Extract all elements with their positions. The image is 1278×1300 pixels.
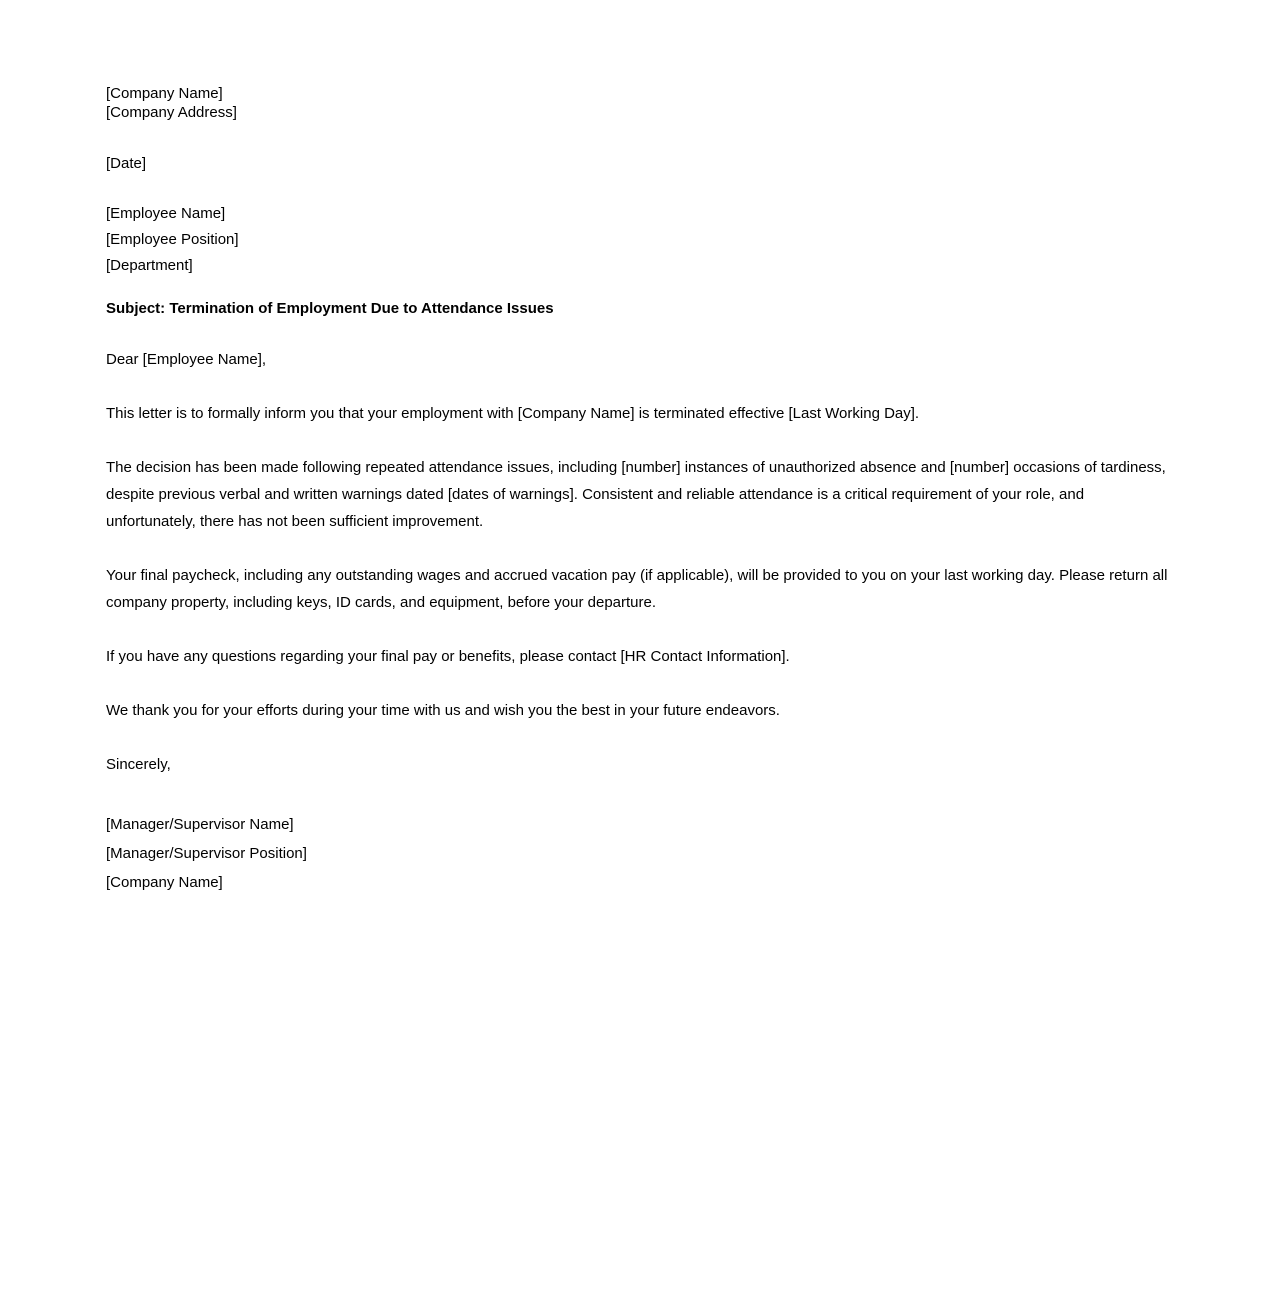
salutation: Dear [Employee Name], [106, 351, 267, 368]
signature-company-name: [Company Name] [106, 874, 223, 891]
body-paragraph-4: If you have any questions regarding your final pay or benefits, please contact [HR Contact Information]. [106, 648, 790, 665]
subject-line: Subject: Termination of Employment Due to Attendance Issues [106, 300, 554, 317]
body-paragraph-2: The decision has been made following repeated attendance issues, including [number] instances of unauthorized absence and [number] occasions of tardiness, despite previous verbal and written warnings dated [dates of warnings]. Consistent and reliable attendance is a critical requirement of your role, and unfortunately, there has not been sufficient improvement. [106, 459, 1166, 530]
sender-block [106, 84, 1172, 122]
recipient-employee-position: [Employee Position] [106, 231, 239, 248]
closing: Sincerely, [106, 756, 171, 773]
body-paragraph-3: Your final paycheck, including any outstanding wages and accrued vacation pay (if applicable), will be provided to you on your last working day. Please return all company property, including keys, ID cards, and equipment, before your departure. [106, 567, 1168, 611]
recipient-employee-name: [Employee Name] [106, 205, 226, 222]
recipient-block [106, 201, 1172, 279]
signature-manager-name: [Manager/Supervisor Name] [106, 816, 294, 833]
body-paragraph-1: This letter is to formally inform you that your employment with [Company Name] is terminated effective [Last Working Day]. [106, 405, 920, 422]
body-paragraph-5: We thank you for your efforts during your time with us and wish you the best in your future endeavors. [106, 702, 780, 719]
letter-date: [Date] [106, 155, 147, 172]
signature-manager-position: [Manager/Supervisor Position] [106, 845, 307, 862]
sender-company-address: [Company Address] [106, 104, 237, 121]
signature-block [106, 810, 1172, 897]
sender-company-name: [Company Name] [106, 85, 223, 102]
recipient-department: [Department] [106, 257, 193, 274]
